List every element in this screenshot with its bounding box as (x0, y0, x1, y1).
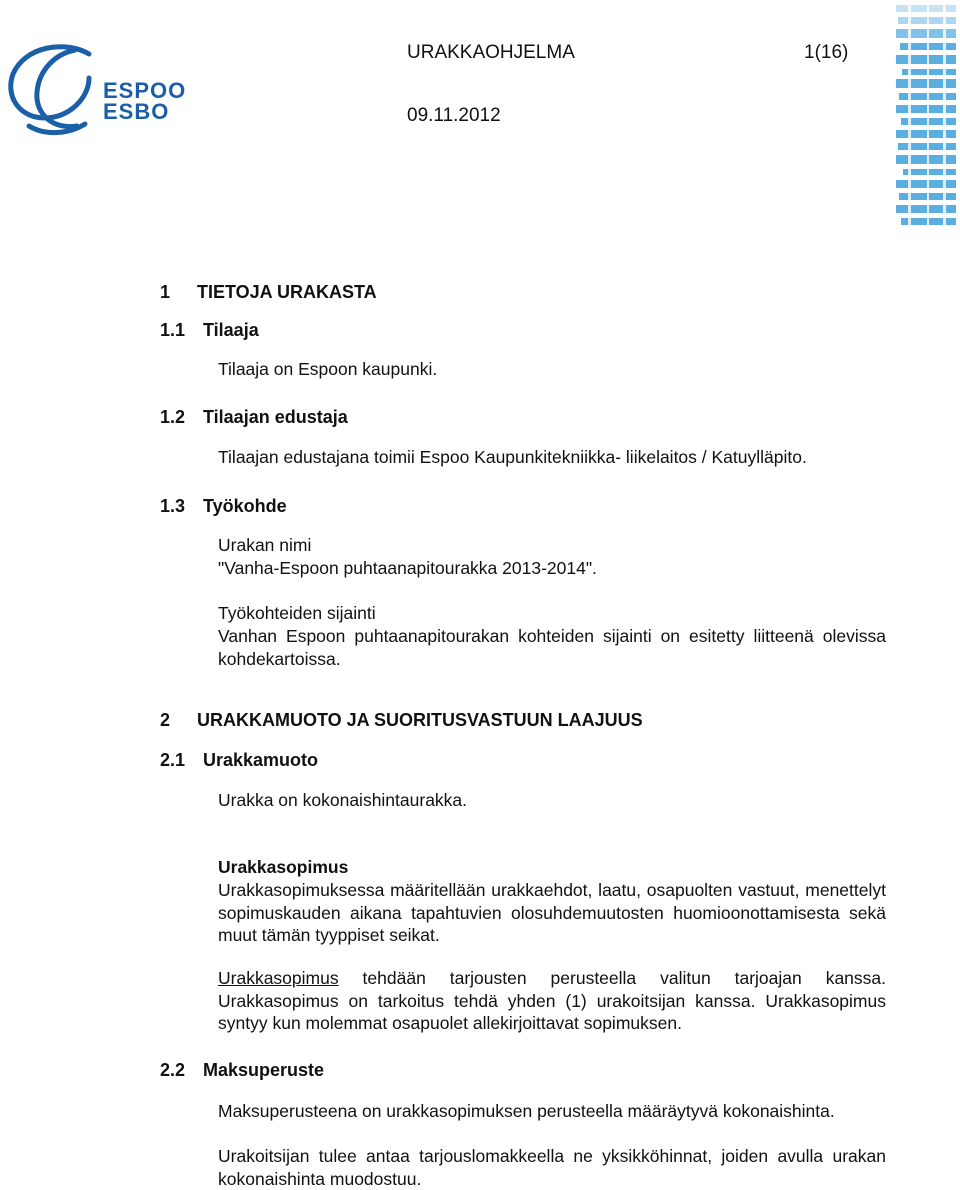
section-1-heading: 1 TIETOJA URAKASTA (160, 282, 377, 302)
project-name-label: Urakan nimi (218, 535, 312, 555)
document-date: 09.11.2012 (407, 105, 501, 126)
logo-wordmark: ESPOO ESBO (103, 78, 187, 124)
project-name-text: "Vanha-Espoon puhtaanapitourakka 2013-2014". (218, 558, 597, 578)
section-2-heading: 2 URAKKAMUOTO JA SUORITUSVASTUUN LAAJUUS (160, 710, 643, 730)
contract-paragraph-2: Urakkasopimus tehdään tarjousten perusteella valitun tarjoajan kanssa. Urakkasopimus on tarkoitus tehdä yhden (1) urakoitsijan kanssa. Urakkasopimus syntyy kun molemmat osapuolet allekirjoittavat sopimuksen. (218, 968, 886, 1033)
contract-paragraph-1: Urakkasopimuksessa määritellään urakkaehdot, laatu, osapuolten vastuut, menettelyt sopimuskauden aikana tapahtuvien olosuhdemuutosten huomioonottamisesta sekä muut tämän tyyppiset seikat. (218, 880, 886, 945)
contract-underlined-term: Urakkasopimus (218, 968, 339, 988)
section-1-2-heading: 1.2 Tilaajan edustaja (160, 407, 348, 427)
section-2-1-heading: 2.1 Urakkamuoto (160, 750, 319, 770)
decorative-stripes-icon (896, 3, 956, 229)
contract-type-text: Urakka on kokonaishintaurakka. (218, 790, 468, 810)
section-1-3-heading: 1.3 Työkohde (160, 496, 287, 516)
location-text: Vanhan Espoon puhtaanapitourakan kohteiden sijainti on esitetty liitteenä olevissa kohdekartoissa. (218, 626, 886, 669)
section-1-2-text: Tilaajan edustajana toimii Espoo Kaupunkitekniikka- liikelaitos / Katuylläpito. (218, 447, 807, 467)
section-1-1-text: Tilaaja on Espoon kaupunki. (218, 359, 438, 379)
page-number: 1(16) (804, 42, 849, 63)
contract-subheading: Urakkasopimus (218, 857, 349, 877)
payment-paragraph-1: Maksuperusteena on urakkasopimuksen perusteella määräytyvä kokonaishinta. (218, 1101, 835, 1121)
location-label: Työkohteiden sijainti (218, 603, 376, 623)
section-1-1-heading: 1.1 Tilaaja (160, 320, 259, 340)
section-2-2-heading: 2.2 Maksuperuste (160, 1060, 325, 1080)
payment-paragraph-2: Urakoitsijan tulee antaa tarjouslomakkeella ne yksikköhinnat, joiden avulla urakan kokonaishinta muodostuu. (218, 1146, 886, 1189)
document-type: URAKKAOHJELMA (407, 42, 575, 63)
